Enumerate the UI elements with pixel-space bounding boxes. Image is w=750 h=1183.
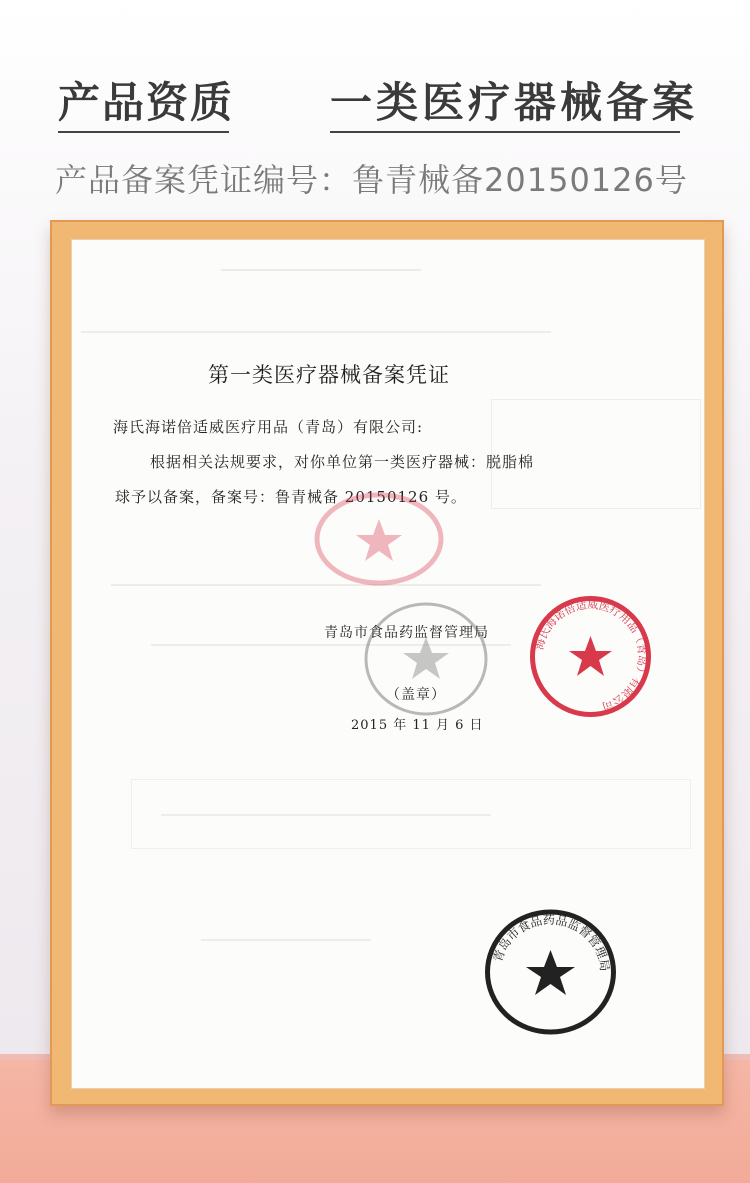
title-underline-right	[330, 131, 680, 133]
title-underline-left	[58, 131, 229, 133]
bureau-seal-text: 青岛市食品药品监督管理局	[490, 912, 612, 973]
certificate-body-line-2: 球予以备案，备案号：鲁青械备 20150126 号。	[115, 488, 467, 506]
ghost-line	[161, 814, 491, 816]
certificate-frame	[50, 220, 724, 1106]
bureau-black-seal	[483, 907, 618, 1037]
issue-date: 2015 年 11 月 6 日	[351, 718, 484, 733]
page-header	[0, 0, 750, 215]
faded-seal	[313, 491, 445, 587]
seal-note: （盖章）	[386, 687, 446, 703]
section-title-class1-filing: 一类医疗器械备案	[330, 78, 699, 127]
ghost-line	[81, 331, 551, 333]
issuing-authority: 青岛市食品药监督管理局	[324, 625, 489, 641]
section-title-qualification: 产品资质	[58, 78, 235, 127]
ghost-line	[221, 269, 421, 271]
certificate-paper	[71, 239, 705, 1089]
faint-bureau-seal	[361, 599, 491, 719]
certificate-title: 第一类医疗器械备案凭证	[208, 363, 450, 387]
ghost-line	[201, 939, 371, 941]
company-seal-text: 海氏海诺倍适威医疗用品（青岛）有限公司	[532, 598, 649, 714]
company-red-seal	[528, 594, 653, 719]
certificate-addressee: 海氏海诺倍适威医疗用品（青岛）有限公司:	[113, 418, 424, 436]
certificate-body-line-1: 根据相关法规要求，对你单位第一类医疗器械：脱脂棉	[150, 453, 535, 471]
filing-number-subtitle: 产品备案凭证编号：鲁青械备20150126号	[55, 161, 688, 199]
